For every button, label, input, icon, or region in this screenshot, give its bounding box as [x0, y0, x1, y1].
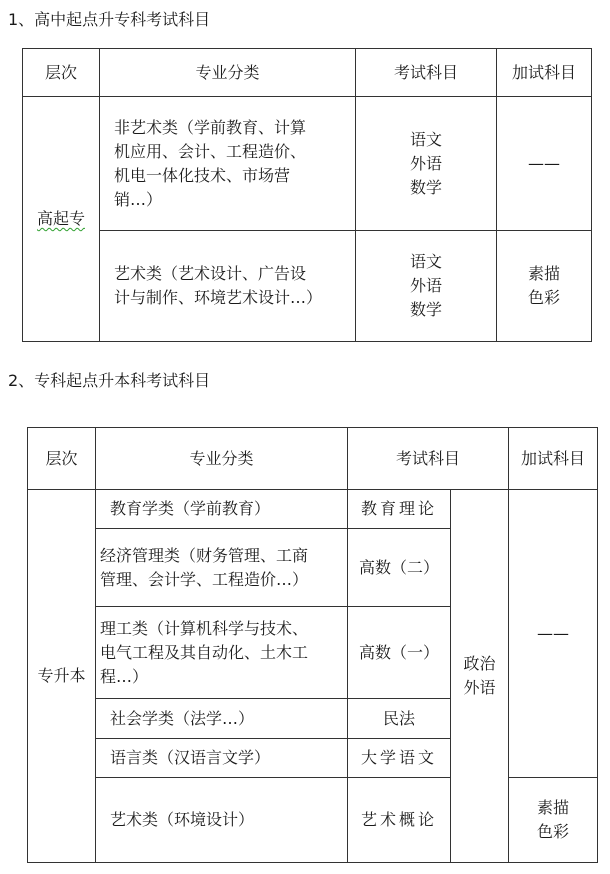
extra-cell: 素描 色彩 [497, 231, 592, 342]
category-cell: 教育学类（学前教育） [96, 490, 348, 529]
exam-cell: 语文 外语 数学 [356, 231, 497, 342]
level-cell: 专升本 [28, 490, 96, 863]
header-extra: 加试科目 [509, 428, 598, 490]
exam-table-1 [22, 48, 592, 342]
category-cell: 语言类（汉语言文学） [96, 739, 348, 778]
section1-heading: 1、高中起点升专科考试科目 [8, 10, 211, 29]
section2-heading: 2、专科起点升本科考试科目 [8, 371, 211, 390]
category-cell: 经济管理类（财务管理、工商 管理、会计学、工程造价…） [96, 529, 348, 607]
category-cell: 理工类（计算机科学与技术、 电气工程及其自动化、土木工 程…） [96, 607, 348, 699]
header-exam: 考试科目 [348, 428, 509, 490]
header-exam: 考试科目 [356, 49, 497, 97]
header-category: 专业分类 [100, 49, 356, 97]
common-exam-cell: 政治 外语 [451, 490, 509, 863]
exam-cell: 语文 外语 数学 [356, 97, 497, 231]
exam-cell: 艺术概论 [348, 778, 451, 863]
exam-cell: 大学语文 [348, 739, 451, 778]
table2-header-row [28, 428, 598, 490]
extra-cell-art: 素描 色彩 [509, 778, 598, 863]
level-text: 高起专 [36, 209, 85, 228]
category-cell: 艺术类（环境设计） [96, 778, 348, 863]
header-extra: 加试科目 [497, 49, 592, 97]
table1-header-row [23, 49, 592, 97]
extra-cell: —— [497, 97, 592, 231]
exam-table-2 [27, 427, 598, 863]
header-level: 层次 [28, 428, 96, 490]
exam-cell: 民法 [348, 699, 451, 739]
exam-cell: 教育理论 [348, 490, 451, 529]
category-cell: 社会学类（法学…） [96, 699, 348, 739]
table-row [28, 778, 598, 863]
level-cell [23, 97, 100, 342]
header-level: 层次 [23, 49, 100, 97]
table-row [23, 231, 592, 342]
category-cell: 艺术类（艺术设计、广告设 计与制作、环境艺术设计…） [100, 231, 356, 342]
table-row [23, 97, 592, 231]
exam-cell: 高数（一） [348, 607, 451, 699]
exam-cell: 高数（二） [348, 529, 451, 607]
table-row [28, 490, 598, 529]
header-category: 专业分类 [96, 428, 348, 490]
extra-cell-nonart: —— [509, 490, 598, 778]
category-cell: 非艺术类（学前教育、计算 机应用、会计、工程造价、 机电一体化技术、市场营 销…） [100, 97, 356, 231]
